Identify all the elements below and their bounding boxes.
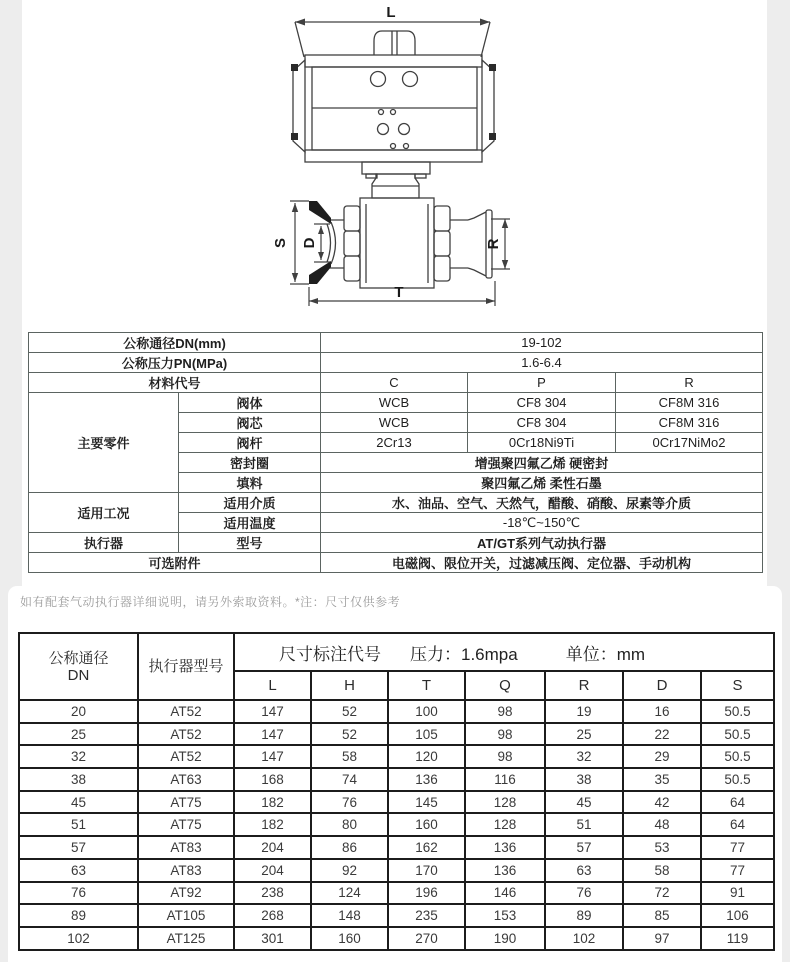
- dim-table-cell: 63: [545, 859, 623, 882]
- col-header-R: R: [545, 671, 623, 700]
- col-header-dn: [19, 633, 138, 700]
- spec-media-label: 适用介质: [179, 493, 321, 513]
- dim-table-cell: 136: [465, 836, 545, 859]
- dimension-table: [18, 632, 775, 951]
- spec-row-pn: [29, 353, 763, 373]
- dim-table-cell: 57: [545, 836, 623, 859]
- dim-table-cell: 268: [234, 904, 311, 927]
- dim-table-cell: 50.5: [701, 723, 774, 746]
- spec-pn-label: 公称压力PN(MPa): [29, 353, 321, 373]
- dim-table-row: [19, 904, 774, 927]
- dim-label-r: R: [485, 238, 502, 250]
- col-header-Q: Q: [465, 671, 545, 700]
- dim-label-d: D: [301, 237, 318, 249]
- dim-table-cell: 147: [234, 745, 311, 768]
- dim-table-cell: 86: [311, 836, 388, 859]
- dim-table-cell: 102: [19, 927, 138, 950]
- disclaimer-note: 如有配套气动执行器详细说明，请另外索取资料。*注：尺寸仅供参考: [20, 595, 401, 609]
- spec-packing-label: 填料: [179, 473, 321, 493]
- dim-table-cell: 120: [388, 745, 465, 768]
- dim-table-title-cell: [234, 633, 774, 671]
- dim-table-cell: AT105: [138, 904, 234, 927]
- dim-table-cell: AT92: [138, 882, 234, 905]
- dim-table-cell: 301: [234, 927, 311, 950]
- dim-pressure-text: 压力：1.6mpa: [410, 644, 518, 664]
- valve-technical-drawing: [0, 0, 790, 330]
- spec-temp-label: 适用温度: [179, 513, 321, 533]
- dim-table-cell: AT63: [138, 768, 234, 791]
- dim-table-cell: 45: [19, 791, 138, 814]
- dim-table-cell: 50.5: [701, 768, 774, 791]
- dim-table-cell: 51: [19, 813, 138, 836]
- dim-table-cell: 52: [311, 723, 388, 746]
- col-header-actuator-model: 执行器型号: [138, 633, 234, 700]
- dim-table-cell: 98: [465, 700, 545, 723]
- dim-table-cell: 89: [545, 904, 623, 927]
- dim-table-cell: 204: [234, 859, 311, 882]
- dim-table-cell: 153: [465, 904, 545, 927]
- dim-table-row: [19, 882, 774, 905]
- dim-table-row: [19, 791, 774, 814]
- spec-material-label: 材料代号: [29, 373, 321, 393]
- dim-table-cell: 20: [19, 700, 138, 723]
- dim-table-cell: 63: [19, 859, 138, 882]
- dim-table-cell: 32: [19, 745, 138, 768]
- dim-table-cell: 196: [388, 882, 465, 905]
- dim-table-title: [235, 640, 773, 665]
- dim-table-cell: 42: [623, 791, 701, 814]
- spec-core-c: WCB: [321, 413, 468, 433]
- dim-table-cell: 77: [701, 836, 774, 859]
- dim-unit-text: 单位：mm: [565, 644, 646, 664]
- dim-table-cell: 98: [465, 745, 545, 768]
- dim-table-cell: AT125: [138, 927, 234, 950]
- dim-table-row: [19, 700, 774, 723]
- dim-table-cell: 147: [234, 700, 311, 723]
- valve-body-drawing: [309, 162, 492, 288]
- dim-table-cell: 89: [19, 904, 138, 927]
- dim-table-cell: 50.5: [701, 700, 774, 723]
- col-header-dn-line2: DN: [67, 666, 90, 684]
- dim-table-cell: 45: [545, 791, 623, 814]
- col-header-dn-line1: 公称通径: [48, 649, 109, 667]
- dim-table-cell: 16: [623, 700, 701, 723]
- dim-table-cell: 98: [465, 723, 545, 746]
- spec-core-p: CF8 304: [468, 413, 616, 433]
- dim-table-cell: 52: [311, 700, 388, 723]
- dim-table-cell: 146: [465, 882, 545, 905]
- dim-table-cell: 106: [701, 904, 774, 927]
- dim-table-row: [19, 745, 774, 768]
- spec-body-label: 阀体: [179, 393, 321, 413]
- spec-pn-value: 1.6-6.4: [321, 353, 763, 373]
- pneumatic-actuator-drawing: [291, 19, 496, 163]
- dim-table-cell: 182: [234, 813, 311, 836]
- dim-table-cell: 58: [311, 745, 388, 768]
- dim-table-cell: 64: [701, 791, 774, 814]
- spec-actuator-label: 执行器: [29, 533, 179, 553]
- dim-table-cell: 25: [19, 723, 138, 746]
- spec-media-value: 水、油品、空气、天然气，醋酸、硝酸、尿素等介质: [321, 493, 763, 513]
- spec-row-actuator: [29, 533, 763, 553]
- dim-table-cell: 77: [701, 859, 774, 882]
- dim-table-cell: 190: [465, 927, 545, 950]
- dim-table-cell: 145: [388, 791, 465, 814]
- dim-table-cell: AT83: [138, 836, 234, 859]
- dim-table-cell: 128: [465, 791, 545, 814]
- dim-table-cell: 25: [545, 723, 623, 746]
- dim-table-cell: 85: [623, 904, 701, 927]
- spec-seal-value: 增强聚四氟乙烯 硬密封: [321, 453, 763, 473]
- dim-header-row-1: [19, 633, 774, 671]
- spec-row-accessory: [29, 553, 763, 573]
- spec-row-body: [29, 393, 763, 413]
- dim-table-cell: 35: [623, 768, 701, 791]
- dim-table-cell: 48: [623, 813, 701, 836]
- spec-condition-label: 适用工况: [29, 493, 179, 533]
- dim-table-row: [19, 723, 774, 746]
- spec-body-c: WCB: [321, 393, 468, 413]
- dim-table-cell: AT52: [138, 745, 234, 768]
- dim-table-cell: 116: [465, 768, 545, 791]
- dim-table-cell: 238: [234, 882, 311, 905]
- dim-table-cell: 51: [545, 813, 623, 836]
- dim-table-row: [19, 859, 774, 882]
- spec-core-r: CF8M 316: [616, 413, 763, 433]
- spec-dn-label: 公称通径DN(mm): [29, 333, 321, 353]
- dim-table-cell: 124: [311, 882, 388, 905]
- dim-table-cell: AT75: [138, 791, 234, 814]
- dim-table-cell: 64: [701, 813, 774, 836]
- dim-table-cell: 119: [701, 927, 774, 950]
- dim-table-cell: 76: [19, 882, 138, 905]
- dim-table-cell: 147: [234, 723, 311, 746]
- dim-table-cell: 162: [388, 836, 465, 859]
- dim-table-row: [19, 927, 774, 950]
- dim-table-cell: AT52: [138, 700, 234, 723]
- spec-accessory-label: 可选附件: [29, 553, 321, 573]
- dim-table-cell: 235: [388, 904, 465, 927]
- dim-table-cell: 76: [311, 791, 388, 814]
- dim-table-cell: 136: [465, 859, 545, 882]
- dim-table-cell: 168: [234, 768, 311, 791]
- col-header-D: D: [623, 671, 701, 700]
- dim-table-cell: 50.5: [701, 745, 774, 768]
- spec-material-p: P: [468, 373, 616, 393]
- dim-table-cell: AT75: [138, 813, 234, 836]
- spec-stem-p: 0Cr18Ni9Ti: [468, 433, 616, 453]
- dim-table-cell: 76: [545, 882, 623, 905]
- dim-table-cell: 105: [388, 723, 465, 746]
- dim-label-s: S: [272, 237, 289, 249]
- dim-table-row: [19, 813, 774, 836]
- spec-packing-value: 聚四氟乙烯 柔性石墨: [321, 473, 763, 493]
- dim-table-cell: 74: [311, 768, 388, 791]
- spec-stem-label: 阀杆: [179, 433, 321, 453]
- dim-table-row: [19, 836, 774, 859]
- dim-table-cell: 38: [19, 768, 138, 791]
- dim-table-cell: 80: [311, 813, 388, 836]
- dim-table-cell: 22: [623, 723, 701, 746]
- dim-table-cell: 32: [545, 745, 623, 768]
- dimension-card: [8, 586, 782, 962]
- dim-table-cell: 53: [623, 836, 701, 859]
- spec-model-value: AT/GT系列气动执行器: [321, 533, 763, 553]
- dim-title-text: 尺寸标注代号: [279, 644, 381, 664]
- spec-parts-label: 主要零件: [29, 393, 179, 493]
- dim-table-cell: 128: [465, 813, 545, 836]
- dim-table-cell: AT83: [138, 859, 234, 882]
- col-header-S: S: [701, 671, 774, 700]
- dim-table-cell: 170: [388, 859, 465, 882]
- dim-table-cell: 58: [623, 859, 701, 882]
- dim-table-cell: 72: [623, 882, 701, 905]
- dim-table-cell: 160: [388, 813, 465, 836]
- spec-temp-value: -18℃~150℃: [321, 513, 763, 533]
- spec-row-dn: [29, 333, 763, 353]
- spec-accessory-value: 电磁阀、限位开关，过滤减压阀、定位器、手动机构: [321, 553, 763, 573]
- dim-table-cell: 102: [545, 927, 623, 950]
- dim-table-cell: 29: [623, 745, 701, 768]
- dim-table-cell: 92: [311, 859, 388, 882]
- spec-dn-value: 19-102: [321, 333, 763, 353]
- spec-material-c: C: [321, 373, 468, 393]
- spec-stem-c: 2Cr13: [321, 433, 468, 453]
- dim-table-cell: 148: [311, 904, 388, 927]
- col-header-T: T: [388, 671, 465, 700]
- dim-table-cell: 136: [388, 768, 465, 791]
- dim-table-cell: AT52: [138, 723, 234, 746]
- spec-row-media: [29, 493, 763, 513]
- dim-table-cell: 160: [311, 927, 388, 950]
- spec-model-label: 型号: [179, 533, 321, 553]
- dim-table-cell: 38: [545, 768, 623, 791]
- spec-body-p: CF8 304: [468, 393, 616, 413]
- spec-seal-label: 密封圈: [179, 453, 321, 473]
- dim-table-cell: 182: [234, 791, 311, 814]
- dim-table-row: [19, 768, 774, 791]
- spec-table: [28, 332, 763, 573]
- dim-table-cell: 97: [623, 927, 701, 950]
- dim-table-cell: 100: [388, 700, 465, 723]
- dim-table-cell: 91: [701, 882, 774, 905]
- col-header-H: H: [311, 671, 388, 700]
- spec-core-label: 阀芯: [179, 413, 321, 433]
- dim-table-cell: 57: [19, 836, 138, 859]
- spec-stem-r: 0Cr17NiMo2: [616, 433, 763, 453]
- dim-label-l: L: [386, 4, 396, 21]
- dim-table-cell: 270: [388, 927, 465, 950]
- col-header-L: L: [234, 671, 311, 700]
- dim-table-cell: 204: [234, 836, 311, 859]
- spec-body-r: CF8M 316: [616, 393, 763, 413]
- spec-row-material-code: [29, 373, 763, 393]
- dim-table-cell: 19: [545, 700, 623, 723]
- spec-material-r: R: [616, 373, 763, 393]
- dim-label-t: T: [394, 284, 404, 301]
